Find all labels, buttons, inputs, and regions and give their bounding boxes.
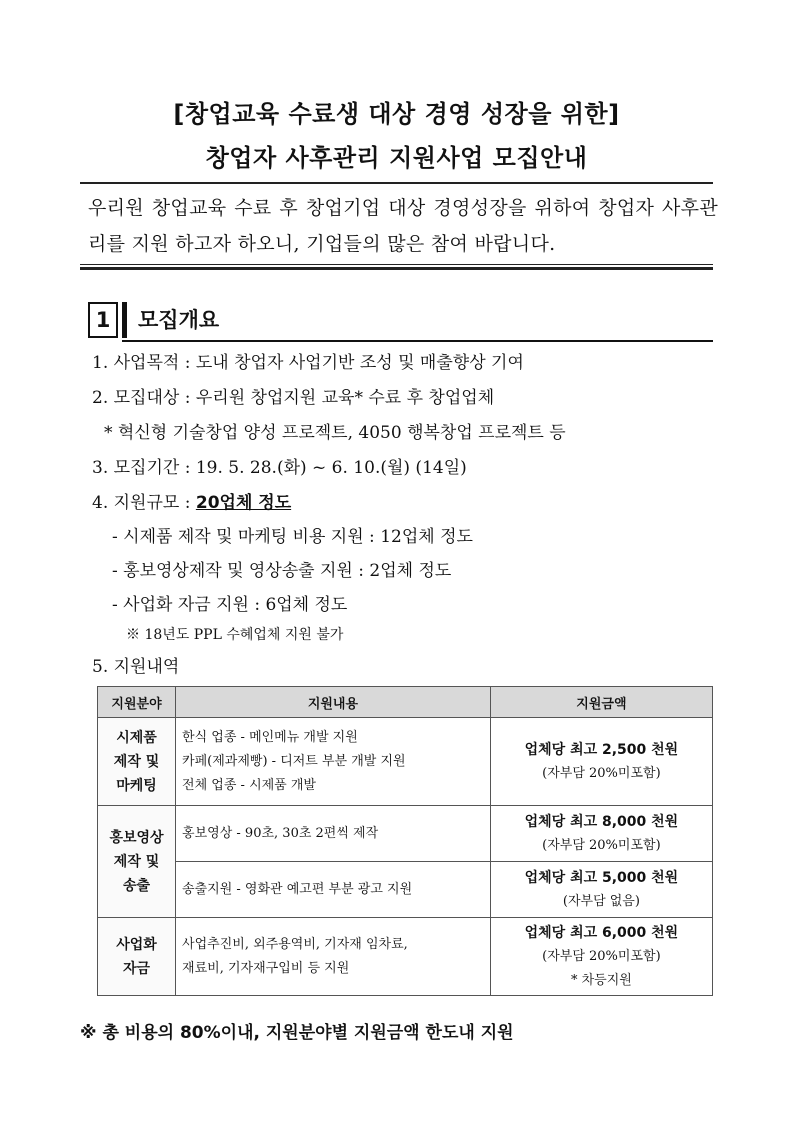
item-scale-label: 4. 지원규모 : [92, 493, 196, 513]
table-header-row [98, 687, 713, 718]
support-table [97, 686, 713, 996]
title-line-1: [창업교육 수료생 대상 경영 성장을 위한] [173, 100, 620, 128]
row1-cat-line2: 제작 및 [113, 753, 160, 770]
section-title: 모집개요 [138, 308, 220, 332]
item-scale-note: ※ 18년도 PPL 수혜업체 지원 불가 [126, 627, 344, 643]
row1-amount-main: 업체당 최고 2,500 천원 [524, 741, 679, 758]
header-content: 지원내용 [176, 687, 491, 718]
row2-cat-line2: 제작 및 [113, 853, 160, 870]
row2a-content [176, 806, 491, 862]
row2a-content-line: 홍보영상 - 90초, 30초 2편씩 제작 [182, 825, 379, 841]
table-row [98, 918, 713, 996]
row2b-amount-sub: (자부담 없음) [562, 893, 640, 909]
item-scale-value: 20업체 정도 [195, 493, 292, 513]
item-scale-sub-3: - 사업화 자금 지원 : 6업체 정도 [112, 595, 348, 615]
item-details: 5. 지원내역 [92, 657, 180, 677]
row2a-amount [490, 806, 712, 862]
header-field: 지원분야 [98, 687, 176, 718]
row3-amount-note: * 차등지원 [570, 972, 632, 988]
table-row [98, 718, 713, 806]
intro-text: 우리원 창업교육 수료 후 창업기업 대상 경영성장을 위하여 창업자 사후관리를 지원 하고자 하오니, 기업들의 많은 참여 바랍니다. [88, 197, 718, 255]
row3-category [98, 918, 176, 996]
item-period: 3. 모집기간 : 19. 5. 28.(화) ~ 6. 10.(월) (14일) [92, 458, 467, 478]
row2b-content [176, 862, 491, 918]
row3-cat-line1: 사업화 [116, 936, 157, 953]
intro-top-rule [80, 182, 713, 184]
footer-note: ※ 총 비용의 80%이내, 지원분야별 지원금액 한도내 지원 [80, 1023, 514, 1043]
item-scale [92, 488, 291, 513]
row2b-amount-main: 업체당 최고 5,000 천원 [524, 869, 679, 886]
row1-cat-line3: 마케팅 [116, 777, 157, 794]
section-underline [122, 340, 713, 342]
row2-cat-line3: 송출 [122, 877, 151, 894]
row1-content-line1: 한식 업종 - 메인메뉴 개발 지원 [182, 729, 358, 745]
row3-cat-line2: 자금 [122, 960, 151, 977]
row1-amount [490, 718, 712, 806]
row1-cat-line1: 시제품 [116, 729, 157, 746]
row3-content-line1: 사업추진비, 외주용역비, 기자재 임차료, [182, 936, 408, 952]
row1-content [176, 718, 491, 806]
table-row [98, 862, 713, 918]
intro-bottom-rule-thin [80, 264, 713, 265]
row1-content-line2: 카페(제과제빵) - 디저트 부분 개발 지원 [182, 753, 406, 769]
row3-amount-main: 업체당 최고 6,000 천원 [524, 924, 679, 941]
row2a-amount-sub: (자부담 20%미포함) [542, 837, 661, 853]
title-line-2: 창업자 사후관리 지원사업 모집안내 [205, 144, 588, 172]
row3-content [176, 918, 491, 996]
item-scale-sub-2: - 홍보영상제작 및 영상송출 지원 : 2업체 정도 [112, 561, 452, 581]
section-bar [122, 302, 127, 338]
item-target-note: * 혁신형 기술창업 양성 프로젝트, 4050 행복창업 프로젝트 등 [104, 423, 566, 443]
item-target: 2. 모집대상 : 우리원 창업지원 교육* 수료 후 창업업체 [92, 388, 495, 408]
row2b-content-line: 송출지원 - 영화관 예고편 부분 광고 지원 [182, 881, 413, 897]
row2-cat-line1: 홍보영상 [109, 829, 164, 846]
item-purpose: 1. 사업목적 : 도내 창업자 사업기반 조성 및 매출향상 기여 [92, 353, 524, 373]
table-row [98, 806, 713, 862]
section-number: 1 [88, 302, 118, 338]
row2b-amount [490, 862, 712, 918]
row3-amount-sub: (자부담 20%미포함) [542, 948, 661, 964]
item-scale-sub-1: - 시제품 제작 및 마케팅 비용 지원 : 12업체 정도 [112, 527, 473, 547]
header-amount: 지원금액 [490, 687, 712, 718]
row2a-amount-main: 업체당 최고 8,000 천원 [524, 813, 679, 830]
row2-category [98, 806, 176, 918]
row1-content-line3: 전체 업종 - 시제품 개발 [182, 777, 316, 793]
intro-bottom-rule-thick [80, 267, 713, 270]
row1-amount-sub: (자부담 20%미포함) [542, 765, 661, 781]
row3-amount [490, 918, 712, 996]
row1-category [98, 718, 176, 806]
row3-content-line2: 재료비, 기자재구입비 등 지원 [182, 960, 350, 976]
